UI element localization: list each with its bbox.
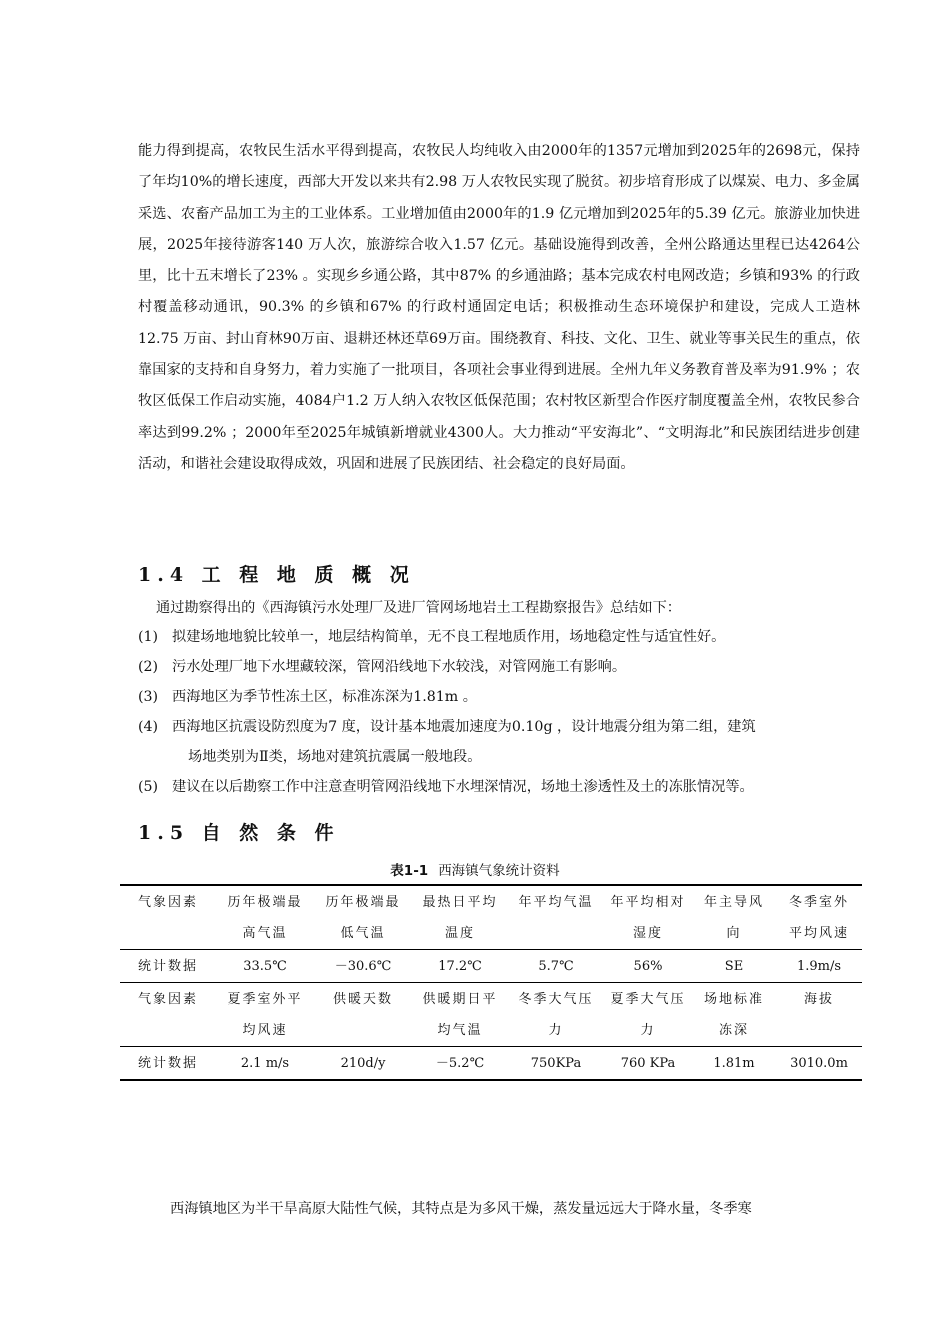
table-header-cell: 冬季室外平均风速 [776,885,862,950]
table-header-cell: 海拔 [776,983,862,1047]
intro-paragraph: 能力得到提高，农牧民生活水平得到提高，农牧民人均纯收入由2000年的1357元增加到2025年的2698元，保持了年均10%的增长速度，西部大开发以来共有2.98 万人农牧民实现了脱贫。初步培育形成了以煤炭、电力、多金属采选、农畜产品加工为主的工业体系。工业增加值由2000年的1.9 亿元增加到2025年的5.39 亿元。旅游业加快进展，2025年接待游客140 万人次，旅游综合收入1.57 亿元。基础设施得到改善，全州公路通达里程已达4264公里，比十五末增长了23% 。实现乡乡通公路，其中87% 的乡通油路；基本完成农村电网改造；乡镇和93% 的行政村覆盖移动通讯，90.3% 的乡镇和67% 的行政村通固定电话；积极推动生态环境保护和建设，完成人工造林12.75 万亩、封山育林90万亩、退耕还林还草69万亩。围绕教育、科技、文化、卫生、就业等事关民生的重点，依靠国家的支持和自身努力，着力实施了一批项目，各项社会事业得到进展。全州九年义务教育普及率为91.9% ；农牧区低保工作启动实施，4084户1.2 万人纳入农牧区低保范围；农村牧区新型合作医疗制度覆盖全州，农牧民参合率达到99.2% ；2000年至2025年城镇新增就业4300人。大力推动“平安海北”、“文明海北”和民族团结进步创建活动，和谐社会建设取得成效，巩固和进展了民族团结、社会稳定的良好局面。 [138,143,860,472]
list-text: 建议在以后勘察工作中注意查明管网沿线地下水埋深情况，场地土渗透性及土的冻胀情况等。 [172,779,754,795]
table-header-cell: 场地标准冻深 [692,983,776,1047]
table-header-cell: 夏季室外平均风速 [216,983,314,1047]
list-text-continued: 场地类别为Ⅱ类，场地对建筑抗震属一般地段。 [188,749,482,765]
table-title: 西海镇气象统计资料 [438,863,560,879]
table-cell: 750KPa [508,1047,604,1081]
table-cell: 56% [604,950,692,983]
list-text: 西海地区为季节性冻土区，标准冻深为1.81m 。 [172,689,477,705]
table-header-row [120,885,862,950]
table-cell: －30.6℃ [314,950,412,983]
list-number: (1) [138,629,159,645]
table-header-cell: 年主导风向 [692,885,776,950]
list-item [138,622,860,652]
table-cell: 5.7℃ [508,950,604,983]
climate-paragraph: 西海镇地区为半干旱高原大陆性气候，其特点是为多风干燥，蒸发量远远大于降水量，冬季寒 [170,1201,752,1217]
list-item [138,712,860,772]
section-heading-1-4: 1.4 工 程 地 质 概 况 [138,564,415,586]
list-item [138,682,860,712]
table-cell: 1.9m/s [776,950,862,983]
table-row [120,950,862,983]
table-header-cell: 年平均相对湿度 [604,885,692,950]
table-header-cell: 年平均气温 [508,885,604,950]
table-cell: －5.2℃ [412,1047,508,1081]
table-caption [0,859,950,879]
table-header-cell: 历年极端最高气温 [216,885,314,950]
table-header-cell: 气象因素 [120,885,216,950]
survey-lead: 通过勘察得出的《西海镇污水处理厂及进厂管网场地岩土工程勘察报告》总结如下： [156,600,681,616]
table-label: 表1-1 [390,863,429,879]
weather-stats-table [120,884,862,1081]
table-cell: 17.2℃ [412,950,508,983]
table-header-cell: 夏季大气压力 [604,983,692,1047]
list-text: 西海地区抗震设防烈度为7 度，设计基本地震加速度为0.10g ，设计地震分组为第二组，建筑 [172,719,756,735]
table-cell: 统计数据 [120,950,216,983]
list-number: (3) [138,689,159,705]
table-header-cell: 气象因素 [120,983,216,1047]
list-text: 污水处理厂地下水埋藏较深，管网沿线地下水较浅，对管网施工有影响。 [172,659,627,675]
list-text: 拟建场地地貌比较单一，地层结构简单，无不良工程地质作用，场地稳定性与适宜性好。 [172,629,726,645]
table-header-cell: 供暖天数 [314,983,412,1047]
table-header-cell: 最热日平均温度 [412,885,508,950]
table-cell: SE [692,950,776,983]
table-cell: 统计数据 [120,1047,216,1081]
table-header-cell: 供暖期日平均气温 [412,983,508,1047]
list-item [138,652,860,682]
table-cell: 2.1 m/s [216,1047,314,1081]
table-header-cell: 历年极端最低气温 [314,885,412,950]
findings-list [138,622,860,802]
list-item [138,772,860,802]
section-heading-1-5: 1.5 自 然 条 件 [138,822,340,844]
table-cell: 760 KPa [604,1047,692,1081]
list-number: (2) [138,659,159,675]
table-cell: 1.81m [692,1047,776,1081]
table-cell: 3010.0m [776,1047,862,1081]
table-header-row [120,983,862,1047]
list-number: (5) [138,779,159,795]
table-header-cell: 冬季大气压力 [508,983,604,1047]
list-number: (4) [138,719,159,735]
table-row [120,1047,862,1081]
table-cell: 33.5℃ [216,950,314,983]
table-cell: 210d/y [314,1047,412,1081]
